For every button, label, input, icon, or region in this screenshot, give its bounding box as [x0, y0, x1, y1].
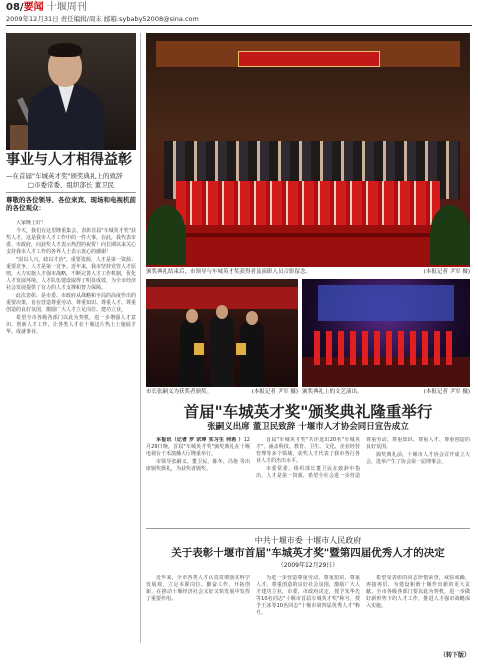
masthead-line [6, 2, 87, 14]
decision-body [146, 575, 470, 645]
speech-lead: 尊敬的各位领导、各位来宾、现场和电视机前的各位观众： [6, 196, 136, 212]
page-number: 08/ [6, 2, 24, 13]
caption-text: 颁奖典礼结束后，市领导与车城英才奖获得者及演职人员合影留念。 [146, 269, 312, 275]
masthead [6, 2, 474, 26]
award-photo [146, 279, 298, 387]
decision-issuer: 中共十堰市委 十堰市人民政府 [254, 536, 362, 545]
speech-subtitle: —在首届"车城英才奖"颁奖典礼上的致辞 [6, 172, 123, 180]
photo-credit: (本报记者 尹军 摄) [251, 389, 298, 395]
photo-credit: (本报记者 尹军 摄) [423, 389, 470, 395]
stage-banner [238, 51, 380, 67]
person-figure [210, 315, 234, 387]
flower-pot-left [146, 205, 186, 265]
stage-screen [318, 285, 454, 321]
person-head [186, 309, 198, 323]
decision-rule [146, 528, 470, 529]
person-head [216, 305, 228, 319]
decision-date: （2009年12月29日） [277, 562, 339, 569]
group-photo [146, 33, 470, 267]
news-byline: 本报讯（记者 罗 宗坤 实习生 何希 ） [156, 437, 244, 443]
caption-text: 颁奖典礼上的文艺演出。 [302, 389, 363, 395]
performance-photo [302, 279, 470, 387]
speaker-hair [48, 43, 82, 57]
front-row-performers [176, 181, 440, 225]
award-photo-caption [146, 389, 298, 396]
group-photo-caption [146, 269, 470, 276]
news-lead: 12月29日晚，首届"车城英才奖"颁奖典礼在十堰电视台千禾演播大厅隆重举行。 [146, 437, 250, 457]
caption-text: 市长张嗣义为获奖者颁奖。 [146, 389, 213, 395]
speech-author: □市委常委、组织部长 董卫民 [27, 181, 115, 189]
publication-name: 十堰周刊 [46, 2, 87, 13]
performance-photo-caption [302, 389, 470, 396]
column-rule [140, 33, 141, 643]
stage-floor [146, 225, 470, 267]
speaker-photo [6, 33, 136, 150]
left-separator [6, 192, 136, 193]
decision-paragraph: 为进一步营造尊重劳动、尊重知识、尊重人才、尊重创造的良好社会氛围，激励广大人才建功立业，市委、市政府决定，授予朱华先等10名同志"十堰市首届车城英才奖"称号，授予王冰等10名同志"十堰市第四届优秀人才"称号。 [256, 575, 360, 616]
speech-title: 事业与人才相得益彰 [6, 152, 132, 168]
news-headline: 首届"车城英才奖"颁奖典礼隆重举行 [183, 402, 433, 421]
speech-paragraph: "国以人兴，政以才治"。重要资源，人才是第一资源；重要竞争，人才是第一竞争。近年来，我市坚持党管人才原则，大力实施人才强市战略，不断完善人才工作机制，优化人才发展环境，人才队伍建设取得了明显成效，为全市经济社会发展提供了有力的人才支撑和智力保障。 [6, 257, 136, 291]
decision-paragraph: 希望受表彰的同志珍惜荣誉，戒骄戒躁，再接再厉，为建设和谐十堰作出新的更大贡献。全市各级各部门要以此为契机，进一步做好新形势下的人才工作，推进人才强市战略深入实施。 [366, 575, 470, 609]
news-paragraph: 市领导张嗣义、董卫民、陈冬、冯艳 等出席颁奖典礼，为获奖者颁奖。 [146, 459, 250, 472]
speech-paragraph: 今天，我们在这里隆重集会，表彰首届"车城英才奖"获奖人才，这是我市人才工作中的一件大事。在此，我代表市委、市政府，向获奖人才表示热烈的祝贺！向长期以来关心支持我市人才工作的各界人士表示衷心的感谢！ [6, 228, 136, 255]
news-subheadline: 张嗣义出席 董卫民致辞 十堰市人才协会同日宣告成立 [207, 422, 409, 432]
flower-pot-right [430, 205, 470, 265]
news-body [146, 437, 470, 521]
decision-paragraph: 近年来，全市各类人才认真贯彻落实科学发展观，立足本职岗位、勤奋工作、开拓创新，在推动十堰经济社会又好又快发展中发挥了重要作用。 [146, 575, 250, 602]
stage-step [186, 233, 430, 237]
news-paragraph: 颁奖典礼前，十堰市人才协会召开成立大会，选举产生了协会第一届理事会。 [366, 452, 470, 465]
speech-paragraph: 大家晚上好！ [16, 220, 47, 226]
news-paragraph: 首届"车城英才奖"共评选出20名"车城英才"，涵盖科技、教育、卫生、文化、企业经营管理等多个领域，获奖人才代表了我市各行各业人才的杰出水平。 [256, 437, 360, 464]
person-head [246, 311, 258, 325]
speech-paragraph: 此次表彰，是市委、市政府从战略和全局的高度作出的重要决策，旨在营造尊重劳动、尊重知识、尊重人才、尊重创造的良好氛围，激励广大人才立足岗位、建功立业。 [6, 293, 136, 313]
continued-note: （转下版） [439, 652, 470, 659]
award-certificate [194, 343, 204, 355]
speech-body [6, 220, 136, 641]
news-paragraph: 市委常委、组织部长董卫民在致辞中指出，人才是第一资源，希望全社会进一步营造尊重劳动、尊重知识、尊重人才、尊重创造的良好氛围。 [256, 437, 470, 479]
news-paragraph [146, 437, 250, 458]
masthead-info: 2009年12月31日 责任编辑/周末 邮箱:sybaby52008@sina.com [6, 15, 199, 23]
decision-title: 关于表彰十堰市首届"车城英才奖"暨第四届优秀人才的决定 [171, 547, 445, 559]
photo-credit: (本报记者 尹军 摄) [423, 269, 470, 275]
section-name: 要闻 [23, 2, 44, 13]
dancers [314, 331, 458, 365]
speech-paragraph: 希望全市各级各部门以此为契机，进一步增强人才意识，创新人才工作，让各类人才在十堰这片热土上施展才华、成就事业。 [6, 315, 136, 335]
masthead-rule [6, 25, 472, 26]
award-certificate [236, 343, 246, 355]
